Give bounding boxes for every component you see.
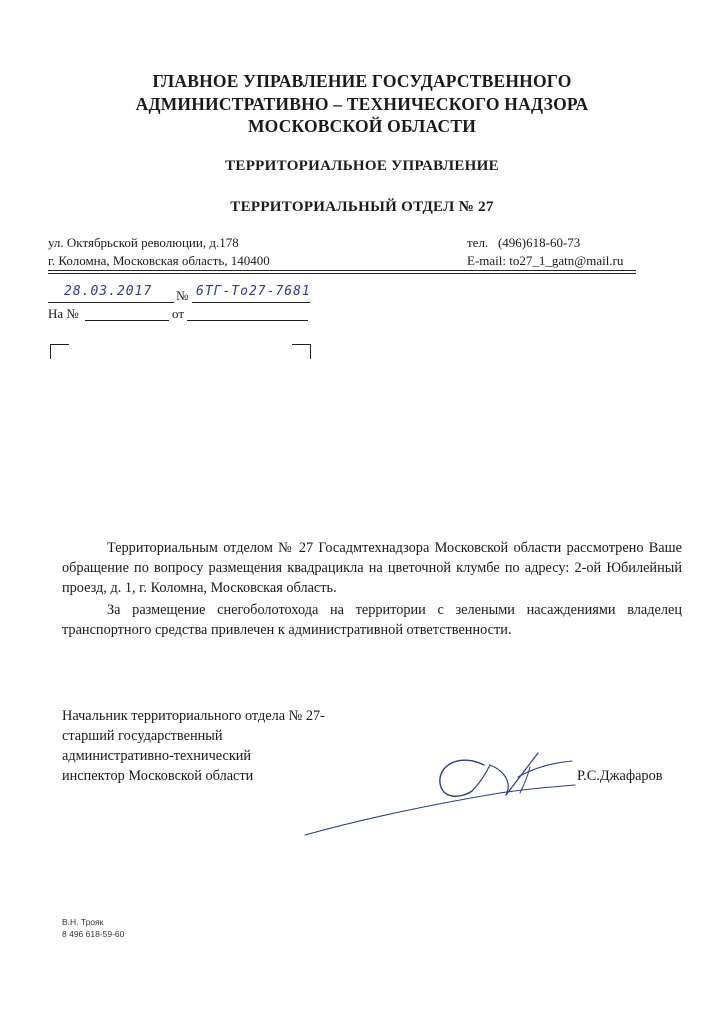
number-label: № xyxy=(176,288,189,303)
signatory-position-line4: инспектор Московской области xyxy=(62,768,254,784)
agency-title-line2: АДМИНИСТРАТИВНО – ТЕХНИЧЕСКОГО НАДЗОРА xyxy=(135,94,589,114)
incoming-number-underline xyxy=(85,306,169,321)
incoming-number-label: На № xyxy=(48,306,79,321)
incoming-from-label: от xyxy=(172,306,185,321)
addressee-corner-left xyxy=(50,344,69,359)
signatory-position-line2: старший государственный xyxy=(62,728,223,744)
territorial-admin-title: ТЕРРИТОРИАЛЬНОЕ УПРАВЛЕНИЕ xyxy=(225,158,499,174)
incoming-from-underline xyxy=(187,306,308,321)
handwritten-number: 6ТГ-То27-7681 xyxy=(196,284,311,299)
executor-phone: 8 496 618-59-60 xyxy=(62,929,125,939)
letter-paragraph-1: Территориальным отделом № 27 Госадмтехнадзора Московской области рассмотрено Ваше обращение по вопросу размещения квадрацикла на цветочной клумбе по адресу: 2-ой Юбилейный проезд, д. 1, г. Коломна, Московская область. xyxy=(62,540,682,596)
header-rule-bottom xyxy=(48,273,636,274)
handwritten-date: 28.03.2017 xyxy=(64,284,153,299)
letter-paragraph-2: За размещение снегоболотохода на территории с зелеными насаждениями владелец транспортного средства привлечен к административной ответственности. xyxy=(62,602,682,638)
address-street: ул. Октябрьской революции, д.178 xyxy=(48,235,239,250)
agency-title-line3: МОСКОВСКОЙ ОБЛАСТИ xyxy=(247,116,477,136)
agency-title-line1: ГЛАВНОЕ УПРАВЛЕНИЕ ГОСУДАРСТВЕННОГО xyxy=(152,71,572,91)
signatory-position-line1: Начальник территориального отдела № 27- xyxy=(62,708,325,724)
phone-line xyxy=(467,234,580,251)
signatory-name: Р.С.Джафаров xyxy=(577,768,663,784)
header-rule-top xyxy=(48,270,636,271)
phone-label: тел. xyxy=(467,235,489,250)
address-city: г. Коломна, Московская область, 140400 xyxy=(48,253,270,268)
addressee-corner-right xyxy=(292,344,311,359)
executor-name: В.Н. Трояк xyxy=(62,917,104,927)
signatory-position-line3: административно-технический xyxy=(62,748,252,764)
department-title: ТЕРРИТОРИАЛЬНЫЙ ОТДЕЛ № 27 xyxy=(230,199,494,215)
email-line: E-mail: to27_1_gatn@mail.ru xyxy=(467,253,624,268)
handwritten-signature xyxy=(300,745,580,840)
phone-number: (496)618-60-73 xyxy=(497,235,581,250)
